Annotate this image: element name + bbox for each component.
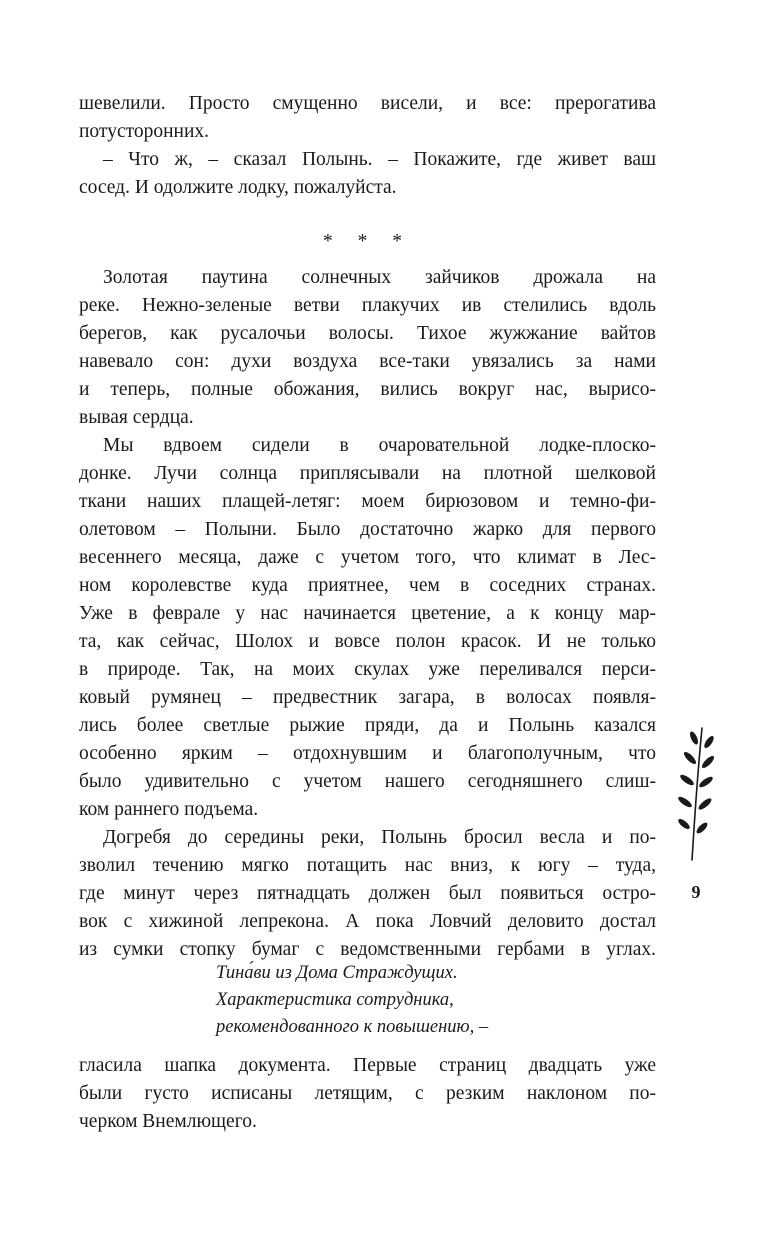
text-line: навевало сон: духи воздуха все-таки увязались за нами xyxy=(79,351,656,372)
text-line: ном королевстве куда приятнее, чем в соседних странах. xyxy=(79,575,656,596)
text-line: сосед. И одолжите лодку, пожалуйста. xyxy=(79,177,397,198)
text-line: Золотая паутина солнечных зайчиков дрожала на xyxy=(103,267,656,288)
text-line: где минут через пятнадцать должен был появиться остро- xyxy=(79,883,656,904)
quote-line: рекомендованного к повышению, – xyxy=(216,1017,489,1037)
text-line: было удивительно с учетом нашего сегодняшнего слиш- xyxy=(79,771,656,792)
quote-line: Характеристика сотрудника, xyxy=(216,990,454,1010)
text-line: донке. Лучи солнца приплясывали на плотной шелковой xyxy=(79,463,656,484)
text-line: потусторонних. xyxy=(79,121,210,142)
text-line: берегов, как русалочьи волосы. Тихое жужжание вайтов xyxy=(79,323,656,344)
text-line: и теперь, полные обожания, вились вокруг нас, вырисо- xyxy=(79,379,656,400)
text-line: зволил течению мягко потащить нас вниз, к югу – туда, xyxy=(79,855,656,876)
text-line: из сумки стопку бумаг с ведомственными гербами в углах. xyxy=(79,939,656,960)
text-line: та, как сейчас, Шолох и вовсе полон красок. И не только xyxy=(79,631,656,652)
text-line: особенно ярким – отдохнувшим и благополучным, что xyxy=(79,743,656,764)
body-text xyxy=(79,0,656,1240)
section-separator: * * * xyxy=(323,231,412,252)
text-line: вывая сердца. xyxy=(79,407,194,428)
text-line: черком Внемлющего. xyxy=(79,1111,257,1132)
text-line: реке. Нежно-зеленые ветви плакучих ив стелились вдоль xyxy=(79,295,656,316)
text-line: вок с хижиной лепрекона. А пока Ловчий деловито достал xyxy=(79,911,656,932)
text-line: гласила шапка документа. Первые страниц двадцать уже xyxy=(79,1055,656,1076)
text-line: весеннего месяца, даже с учетом того, что климат в Лес- xyxy=(79,547,656,568)
text-line: – Что ж, – сказал Полынь. – Покажите, где живет ваш xyxy=(103,149,656,170)
text-line: олетовом – Полыни. Было достаточно жарко для первого xyxy=(79,519,656,540)
text-line: в природе. Так, на моих скулах уже переливался перси- xyxy=(79,659,656,680)
quote-line: Тина́ви из Дома Страждущих. xyxy=(216,963,458,983)
page-number: 9 xyxy=(691,882,701,902)
text-line: шевелили. Просто смущенно висели, и все: прерогатива xyxy=(79,93,656,114)
text-line: ком раннего подъема. xyxy=(79,799,259,820)
text-line: Мы вдвоем сидели в очаровательной лодке-плоско- xyxy=(103,435,656,456)
text-line: ковый румянец – предвестник загара, в волосах появля- xyxy=(79,687,656,708)
text-line: Догребя до середины реки, Полынь бросил весла и по- xyxy=(103,827,656,848)
text-line: лись более светлые рыжие пряди, да и Полынь казался xyxy=(79,715,656,736)
branch-ornament-icon xyxy=(672,720,722,862)
text-line: Уже в феврале у нас начинается цветение, а к концу мар- xyxy=(79,603,656,624)
text-line: ткани наших плащей-летяг: моем бирюзовом и темно-фи- xyxy=(79,491,656,512)
text-line: были густо исписаны летящим, с резким наклоном по- xyxy=(79,1083,656,1104)
